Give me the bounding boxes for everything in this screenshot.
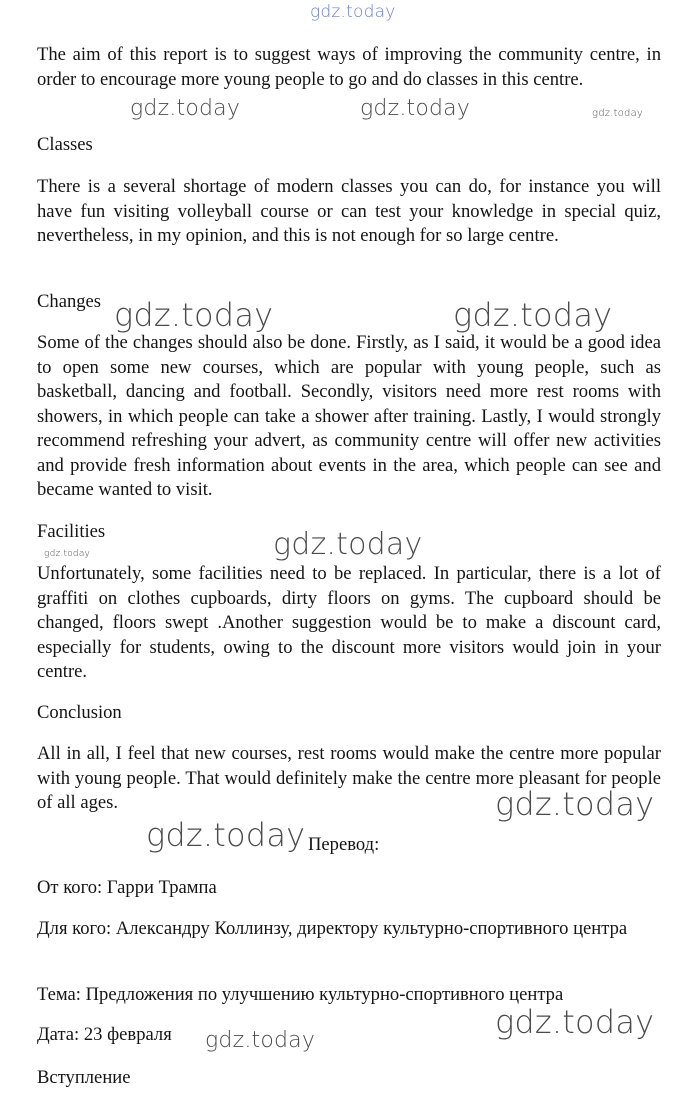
- conclusion-paragraph: All in all, I feel that new courses, rest rooms would make the centre more popular with young people. That would definitely make the centre more pleasant for people of all ages.: [37, 743, 661, 813]
- translation-from: От кого: Гарри Трампа: [37, 877, 217, 898]
- watermark: gdz.today: [130, 96, 241, 121]
- translation-to: Для кого: Александру Коллинзу, директору культурно-спортивного центра: [37, 918, 628, 939]
- watermark: gdz.today: [114, 296, 274, 334]
- watermark: gdz.today: [592, 108, 644, 119]
- heading-changes: Changes: [37, 291, 102, 312]
- changes-paragraph: Some of the changes should also be done. Firstly, as I said, it would be a good idea to open some new courses, which are popular with young people, such as basketball, dancing and football. Secondly, visitors need more rest rooms with showers, in which people can take a shower after training. Lastly, I would strongly recommend refreshing your advert, as community centre will offer new activities and provide fresh information about events in the area, which people can see and became wanted to visit.: [37, 332, 661, 500]
- classes-paragraph: There is a several shortage of modern classes you can do, for instance you will have fun visiting volleyball course or can test your knowledge in special quiz, nevertheless, in my opinion, and this is not enough for so large centre.: [37, 176, 661, 246]
- watermark: gdz.today: [495, 1003, 655, 1041]
- facilities-paragraph: Unfortunately, some facilities need to be replaced. In particular, there is a lot of graffiti on clothes cupboards, dirty floors on gyms. The cupboard should be changed, floors swept .Another suggestion would be to make a discount card, especially for students, owing to the discount more visitors would join in your centre.: [37, 563, 661, 682]
- watermark: gdz.today: [205, 1028, 316, 1053]
- translation-date: Дата: 23 февраля: [37, 1024, 172, 1045]
- heading-classes: Classes: [37, 134, 93, 155]
- heading-conclusion: Conclusion: [37, 702, 122, 723]
- watermark: gdz.today: [360, 96, 471, 121]
- watermark: gdz.today: [495, 785, 655, 823]
- intro-paragraph: The aim of this report is to suggest ways of improving the community centre, in order to encourage more young people to go and do classes in this centre.: [37, 44, 661, 90]
- translation-intro-heading: Вступление: [37, 1067, 131, 1088]
- translation-label: Перевод:: [308, 834, 380, 855]
- watermark: gdz.today: [44, 549, 91, 559]
- watermark: gdz.today: [453, 296, 613, 334]
- watermark: gdz.today: [273, 527, 423, 562]
- watermark: gdz.today: [146, 816, 306, 854]
- watermark-top: gdz.today: [310, 2, 396, 22]
- translation-subject: Тема: Предложения по улучшению культурно-спортивного центра: [37, 984, 564, 1005]
- heading-facilities: Facilities: [37, 521, 106, 542]
